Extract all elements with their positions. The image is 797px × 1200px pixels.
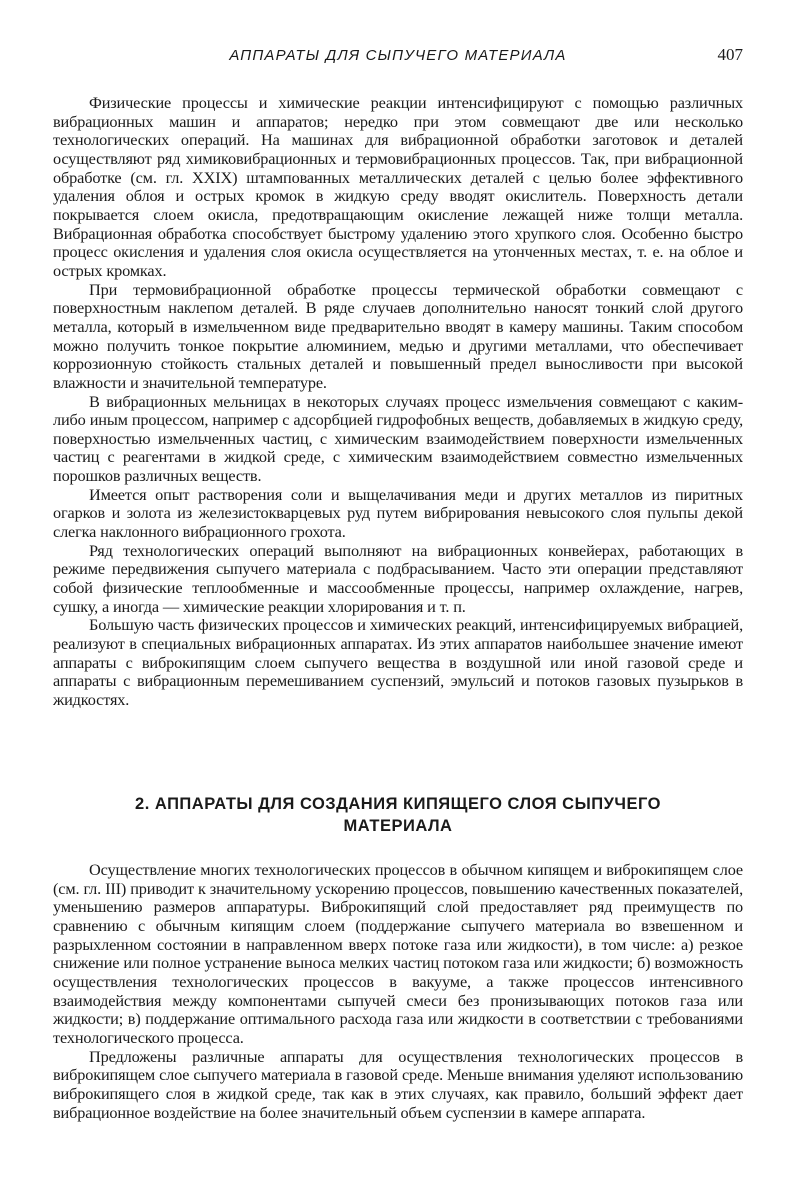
paragraph-proposed-apparatus: Предложены различные аппараты для осуществления технологических процессов в виброкипящем слое сыпучего материала в газовой среде. Меньше внимания уделяют использованию виброкипящего слоя в жидкой среде, так как в этих случаях, как правило, больший эффект дает вибрационное воздействие на более значительный объем суспензии в камере аппарата. (53, 1046, 743, 1122)
paragraph-vibration-conveyors: Ряд технологических операций выполняют на вибрационных конвейерах, работающих в режиме передвижения сыпучего материала с подбрасыванием. Часто эти операции представляют собой физические теплообменные и массообменные процессы, например охлаждение, нагрев, сушку, а иногда — химические реакции хлорирования и т. п. (53, 540, 743, 616)
page-number: 407 (717, 45, 743, 64)
running-title: АППАРАТЫ ДЛЯ СЫПУЧЕГО МАТЕРИАЛА (229, 47, 567, 64)
section-2-heading-line-2: МАТЕРИАЛА (343, 817, 453, 835)
paragraph-chemical-vibration-processing: Физические процессы и химические реакции интенсифицируют с помощью различных вибрационных машин и аппаратов; нередко при этом совмещают две или несколько технологических операций. На машинах для вибрационной обработки заготовок и деталей осуществляют ряд химиковибрационных и термовибрационных процессов. Так, при вибрационной обработке (см. гл. XXIX) штампованных металлических деталей с целью более эффективного удаления облоя и острых кромок в жидкую среду вводят окислитель. Поверхность детали покрывается слоем окисла, предотвращающим окисление лежащей ниже толщи металла. Вибрационная обработка способствует быстрому удалению этого хрупкого слоя. Особенно быстро процесс окисления и удаления слоя окисла осуществляется на утонченных местах, т. е. на облое и острых кромках. (53, 93, 743, 280)
paragraph-fluidized-bed-advantages: Осуществление многих технологических процессов в обычном кипящем и виброкипящем слое (см. гл. III) приводит к значительному ускорению процессов, повышению качественных показателей, уменьшению размеров аппаратуры. Виброкипящий слой предоставляет ряд преимуществ по сравнению с обычным кипящим слоем (поддержание сыпучего материала во взвешенном и разрыхленном состоянии в направленном вверх потоке газа или жидкости), в том числе: а) резкое снижение или полное устранение выноса мелких частиц потоком газа или жидкости; б) возможность осуществления технологических процессов в вакууме, а также процессов интенсивного взаимодействия между компонентами сыпучей смеси без пронизывающих потоков газа или жидкости; в) поддержание оптимального расхода газа или жидкости в соответствии с требованиями технологического процесса. (53, 860, 743, 1047)
section-2-heading-line-1: 2. АППАРАТЫ ДЛЯ СОЗДАНИЯ КИПЯЩЕГО СЛОЯ СЫПУЧЕГО (135, 795, 661, 813)
running-head (53, 45, 743, 67)
section-1-body (53, 94, 743, 710)
paragraph-vibration-apparatus-overview: Большую часть физических процессов и химических реакций, интенсифицируемых вибрацией, реализуют в специальных вибрационных аппаратах. Из этих аппаратов наибольшее значение имеют аппараты с виброкипящим слоем сыпучего вещества в воздушной или иной газовой среде и аппараты с вибрационным перемешиванием суспензий, эмульсий и потоков газовых пузырьков в жидкостях. (53, 615, 743, 709)
paragraph-leaching-experience: Имеется опыт растворения соли и выщелачивания меди и других металлов из пиритных огарков и золота из железистокварцевых руд путем вибрирования невысокого слоя пульпы декой слегка наклонного вибрационного грохота. (53, 484, 743, 542)
paragraph-vibration-mills: В вибрационных мельницах в некоторых случаях процесс измельчения совмещают с каким-либо иным процессом, например с адсорбцией гидрофобных веществ, добавляемых в жидкую среду, поверхностью измельченных частиц, с химическим взаимодействием поверхности измельченных частиц с реагентами в жидкой среде, с химическим взаимодействием совместно измельченных порошков различных веществ. (53, 391, 743, 486)
paragraph-thermovibration-processing: При термовибрационной обработке процессы термической обработки совмещают с поверхностным наклепом деталей. В ряде случаев дополнительно наносят тонкий слой другого металла, который в измельченном виде предварительно вводят в камеру машины. Таким способом можно получить тонкое покрытие алюминием, медью и другими металлами, что обеспечивает коррозионную стойкость стальных деталей и повышенный предел выносливости при высокой влажности и значительной температуре. (53, 279, 743, 392)
section-2-body (53, 861, 743, 1122)
section-2-heading (53, 793, 743, 837)
